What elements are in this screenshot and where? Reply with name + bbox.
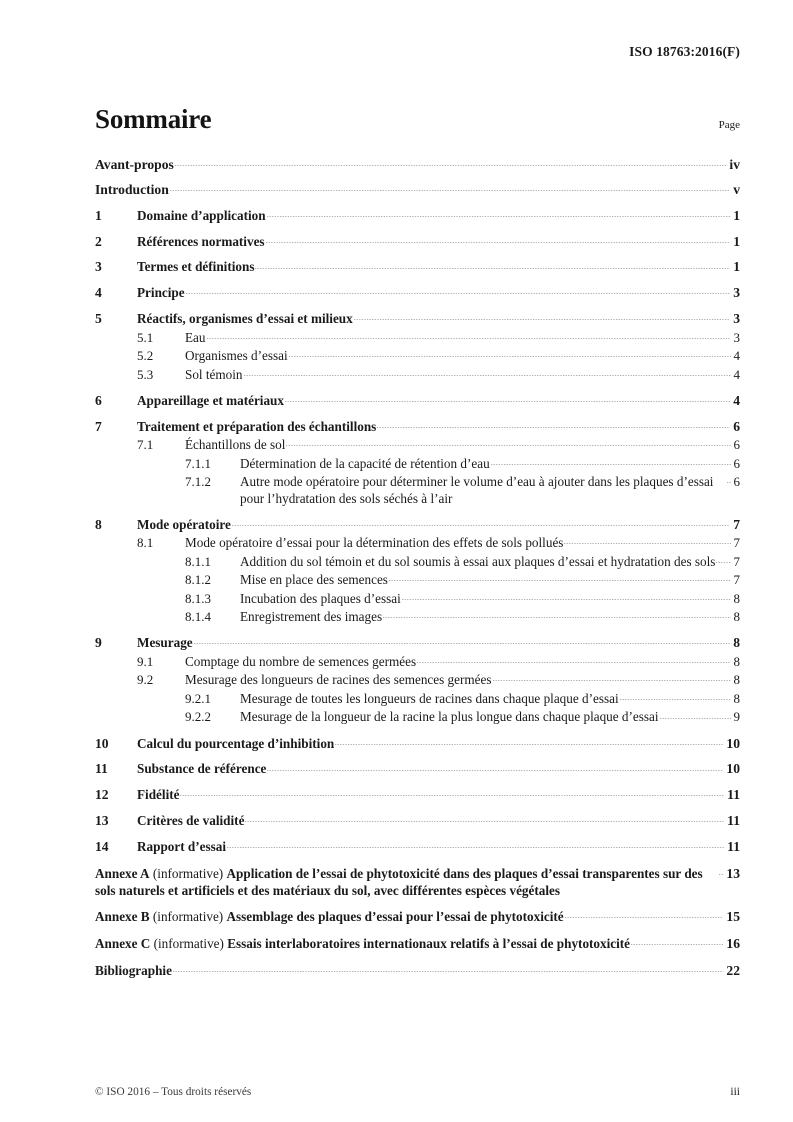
toc-entry-clause-8[interactable] xyxy=(95,515,740,533)
document-reference-header: ISO 18763:2016(F) xyxy=(629,44,740,59)
entry-number: 8 xyxy=(95,516,102,532)
entry-label: Substance de référence xyxy=(137,761,267,777)
toc-entry-clause-9-2[interactable] xyxy=(95,671,740,689)
entry-number: 1 xyxy=(95,207,102,223)
toc-entry-annexe-b[interactable] xyxy=(95,908,740,926)
dot-leader xyxy=(266,232,731,245)
entry-label: Autre mode opératoire pour déterminer le volume d’eau à ajouter dans les plaques d’essai pour l’hydratation des sols séchés à l’air xyxy=(240,474,714,507)
dot-leader xyxy=(354,310,730,323)
copyright-notice: © ISO 2016 – Tous droits réservés xyxy=(95,1086,252,1098)
dot-leader xyxy=(491,454,731,467)
entry-number: 7.1.1 xyxy=(185,455,211,471)
dot-leader xyxy=(402,590,731,603)
toc-entry-clause-13[interactable] xyxy=(95,812,740,830)
annex-informative-tag: (informative) xyxy=(152,865,224,881)
toc-entry-clause-7[interactable] xyxy=(95,417,740,435)
entry-label: Traitement et préparation des échantillons xyxy=(137,418,377,434)
entry-number: 3 xyxy=(95,259,102,275)
dot-leader xyxy=(377,417,730,430)
entry-page-number: 4 xyxy=(733,366,740,382)
dot-leader xyxy=(389,571,731,584)
entry-number: 7 xyxy=(95,418,102,434)
dot-leader xyxy=(180,786,724,799)
toc-title-row xyxy=(95,106,740,133)
entry-page-number: 22 xyxy=(726,963,740,979)
entry-page-number: 7 xyxy=(733,553,740,569)
toc-entry-clause-9-2-2[interactable] xyxy=(95,708,740,726)
entry-page-number: 11 xyxy=(727,787,740,803)
annex-informative-tag: (informative) xyxy=(152,909,224,925)
entry-label: Critères de validité xyxy=(137,813,245,829)
dot-leader xyxy=(286,436,730,449)
entry-number: 9.2.1 xyxy=(185,690,211,706)
entry-number: 9.2.2 xyxy=(185,709,211,725)
entry-page-number: 3 xyxy=(733,311,740,327)
toc-entry-clause-5[interactable] xyxy=(95,310,740,328)
toc-entry-front-matter[interactable] xyxy=(95,180,740,198)
entry-label: Introduction xyxy=(95,181,169,197)
toc-entry-clause-3[interactable] xyxy=(95,258,740,276)
toc-entry-clause-8-1-4[interactable] xyxy=(95,608,740,626)
dot-leader xyxy=(565,908,724,921)
entry-page-number: v xyxy=(733,181,740,197)
entry-page-number: 11 xyxy=(727,838,740,854)
entry-number: 5.1 xyxy=(137,329,154,345)
entry-label: Mode opératoire xyxy=(137,516,231,532)
dot-leader xyxy=(620,690,731,703)
dot-leader xyxy=(564,534,730,547)
annex-title: Application de l’essai de phytotoxicité dans des plaques d’essai transparentes sur des sols naturels et artificiels et des matériaux du sol, avec différentes espèces végétales xyxy=(95,865,703,898)
entry-number: 6 xyxy=(95,392,102,408)
toc-entry-annexe-c[interactable] xyxy=(95,935,740,953)
entry-number: 8.1.1 xyxy=(185,553,211,569)
toc-entry-clause-6[interactable] xyxy=(95,392,740,410)
toc-entry-clause-9-1[interactable] xyxy=(95,653,740,671)
entry-page-number: 6 xyxy=(733,474,740,490)
entry-page-number: 10 xyxy=(726,735,740,751)
entry-number: 9.1 xyxy=(137,653,154,669)
dot-leader xyxy=(493,671,731,684)
toc-entry-clause-8-1[interactable] xyxy=(95,534,740,552)
entry-label: Mesurage xyxy=(137,635,193,651)
entry-page-number: 8 xyxy=(733,690,740,706)
entry-label: Calcul du pourcentage d’inhibition xyxy=(137,735,335,751)
page-column-label: Page xyxy=(718,119,740,131)
entry-label: Organismes d’essai xyxy=(185,348,288,364)
dot-leader xyxy=(186,284,731,297)
toc-entry-clause-9-2-1[interactable] xyxy=(95,690,740,708)
page-title: Sommaire xyxy=(95,104,212,134)
entry-label: Principe xyxy=(137,285,185,301)
entry-page-number: 1 xyxy=(733,233,740,249)
toc-entry-clause-5-2[interactable] xyxy=(95,347,740,365)
entry-label: Échantillons de sol xyxy=(185,436,286,452)
toc-entry-clause-8-1-1[interactable] xyxy=(95,552,740,570)
entry-label: Mesurage de la longueur de la racine la plus longue dans chaque plaque d’essai xyxy=(240,709,659,725)
dot-leader xyxy=(267,207,731,220)
annex-informative-tag: (informative) xyxy=(153,936,224,952)
entry-number: 14 xyxy=(95,838,109,854)
dot-leader xyxy=(173,962,723,975)
entry-label: Eau xyxy=(185,329,206,345)
toc-entry-clause-10[interactable] xyxy=(95,734,740,752)
entry-number: 12 xyxy=(95,787,109,803)
dot-leader xyxy=(255,258,730,271)
entry-number: 5 xyxy=(95,311,102,327)
toc-entry-clause-2[interactable] xyxy=(95,232,740,250)
entry-label: Addition du sol témoin et du sol soumis à essai aux plaques d’essai et hydratation des sols xyxy=(240,553,716,569)
toc-entry-clause-5-1[interactable] xyxy=(95,328,740,346)
footer-page-number: iii xyxy=(730,1086,740,1098)
entry-label: Comptage du nombre de semences germées xyxy=(185,653,417,669)
dot-leader xyxy=(285,392,730,405)
table-of-contents xyxy=(95,155,740,980)
dot-leader xyxy=(232,515,730,528)
entry-number: 7.1 xyxy=(137,436,154,452)
entry-label: Avant-propos xyxy=(95,156,174,172)
entry-label: Incubation des plaques d’essai xyxy=(240,590,401,606)
entry-page-number: 4 xyxy=(733,348,740,364)
entry-page-number: 4 xyxy=(733,392,740,408)
dot-leader xyxy=(267,760,723,773)
toc-entry-clause-7-1-1[interactable] xyxy=(95,454,740,472)
annex-title: Assemblage des plaques d’essai pour l’essai de phytotoxicité xyxy=(226,909,564,925)
entry-page-number: 8 xyxy=(733,609,740,625)
page-footer xyxy=(95,1086,740,1098)
entry-page-number: 11 xyxy=(727,813,740,829)
annex-name: Annexe A xyxy=(95,865,150,881)
entry-page-number: 6 xyxy=(733,418,740,434)
entry-page-number: 8 xyxy=(733,672,740,688)
entry-label: Mesurage des longueurs de racines des semences germées xyxy=(185,672,492,688)
entry-page-number: 1 xyxy=(733,207,740,223)
entry-number: 10 xyxy=(95,735,109,751)
entry-page-number: 15 xyxy=(726,909,740,925)
dot-leader xyxy=(194,634,731,647)
toc-entry-clause-7-1-2[interactable] xyxy=(95,473,740,508)
toc-entry-clause-11[interactable] xyxy=(95,760,740,778)
annex-title: Essais interlaboratoires internationaux relatifs à l’essai de phytotoxicité xyxy=(227,936,631,952)
dot-leader xyxy=(716,552,730,565)
entry-label: Bibliographie xyxy=(95,963,172,979)
toc-entry-clause-4[interactable] xyxy=(95,284,740,302)
entry-label: Mesurage de toutes les longueurs de racines dans chaque plaque d’essai xyxy=(240,690,619,706)
entry-page-number: 7 xyxy=(733,572,740,588)
dot-leader xyxy=(335,734,723,747)
toc-entry-clause-8-1-2[interactable] xyxy=(95,571,740,589)
dot-leader xyxy=(383,608,730,621)
entry-number: 5.2 xyxy=(137,348,154,364)
toc-entry-clause-5-3[interactable] xyxy=(95,365,740,383)
dot-leader xyxy=(719,865,723,878)
dot-leader xyxy=(244,365,731,378)
entry-page-number: 10 xyxy=(726,761,740,777)
entry-label: Fidélité xyxy=(137,787,180,803)
toc-entry-clause-7-1[interactable] xyxy=(95,436,740,454)
dot-leader xyxy=(245,812,724,825)
entry-number: 8.1 xyxy=(137,534,154,550)
annex-name: Annexe C xyxy=(95,936,151,952)
entry-page-number: 3 xyxy=(733,329,740,345)
entry-page-number: 6 xyxy=(733,455,740,471)
toc-entry-clause-12[interactable] xyxy=(95,786,740,804)
entry-page-number: 8 xyxy=(733,590,740,606)
dot-leader xyxy=(727,473,731,486)
entry-label: Enregistrement des images xyxy=(240,609,383,625)
toc-entry-clause-9[interactable] xyxy=(95,634,740,652)
entry-label: Sol témoin xyxy=(185,366,243,382)
dot-leader xyxy=(289,347,731,360)
entry-label: Termes et définitions xyxy=(137,259,255,275)
entry-page-number: 7 xyxy=(733,516,740,532)
dot-leader xyxy=(175,155,727,169)
entry-label: Références normatives xyxy=(137,233,265,249)
entry-page-number: 13 xyxy=(726,865,740,881)
dot-leader xyxy=(207,328,731,341)
entry-number: 8.1.4 xyxy=(185,609,211,625)
entry-label: Mise en place des semences xyxy=(240,572,388,588)
entry-label: Appareillage et matériaux xyxy=(137,392,284,408)
toc-entry-clause-1[interactable] xyxy=(95,207,740,225)
entry-page-number: 8 xyxy=(733,653,740,669)
entry-page-number: 3 xyxy=(733,285,740,301)
entry-number: 13 xyxy=(95,813,109,829)
dot-leader xyxy=(631,935,723,948)
entry-label: Rapport d’essai xyxy=(137,838,227,854)
entry-number: 8.1.3 xyxy=(185,590,211,606)
entry-label: Domaine d’application xyxy=(137,207,266,223)
annex-name: Annexe B xyxy=(95,909,150,925)
entry-label: Détermination de la capacité de rétention d’eau xyxy=(240,455,490,471)
dot-leader xyxy=(170,180,730,194)
entry-page-number: 8 xyxy=(733,635,740,651)
entry-number: 2 xyxy=(95,233,102,249)
entry-page-number: 16 xyxy=(726,936,740,952)
toc-entry-bibliography[interactable] xyxy=(95,962,740,980)
entry-page-number: 1 xyxy=(733,259,740,275)
dot-leader xyxy=(417,653,730,666)
entry-number: 4 xyxy=(95,285,102,301)
entry-number: 9.2 xyxy=(137,672,154,688)
toc-entry-annexe-a[interactable] xyxy=(95,865,740,900)
entry-page-number: iv xyxy=(729,156,740,172)
dot-leader xyxy=(660,708,731,721)
entry-page-number: 6 xyxy=(733,436,740,452)
entry-number: 7.1.2 xyxy=(185,474,211,490)
entry-number: 5.3 xyxy=(137,366,154,382)
toc-entry-front-matter[interactable] xyxy=(95,155,740,173)
entry-page-number: 7 xyxy=(733,534,740,550)
entry-label: Réactifs, organismes d’essai et milieux xyxy=(137,311,353,327)
dot-leader xyxy=(227,838,724,851)
entry-label: Mode opératoire d’essai pour la détermination des effets de sols pollués xyxy=(185,534,564,550)
entry-page-number: 9 xyxy=(733,709,740,725)
toc-entry-clause-14[interactable] xyxy=(95,838,740,856)
toc-entry-clause-8-1-3[interactable] xyxy=(95,590,740,608)
entry-number: 11 xyxy=(95,761,108,777)
entry-number: 9 xyxy=(95,635,102,651)
entry-number: 8.1.2 xyxy=(185,572,211,588)
